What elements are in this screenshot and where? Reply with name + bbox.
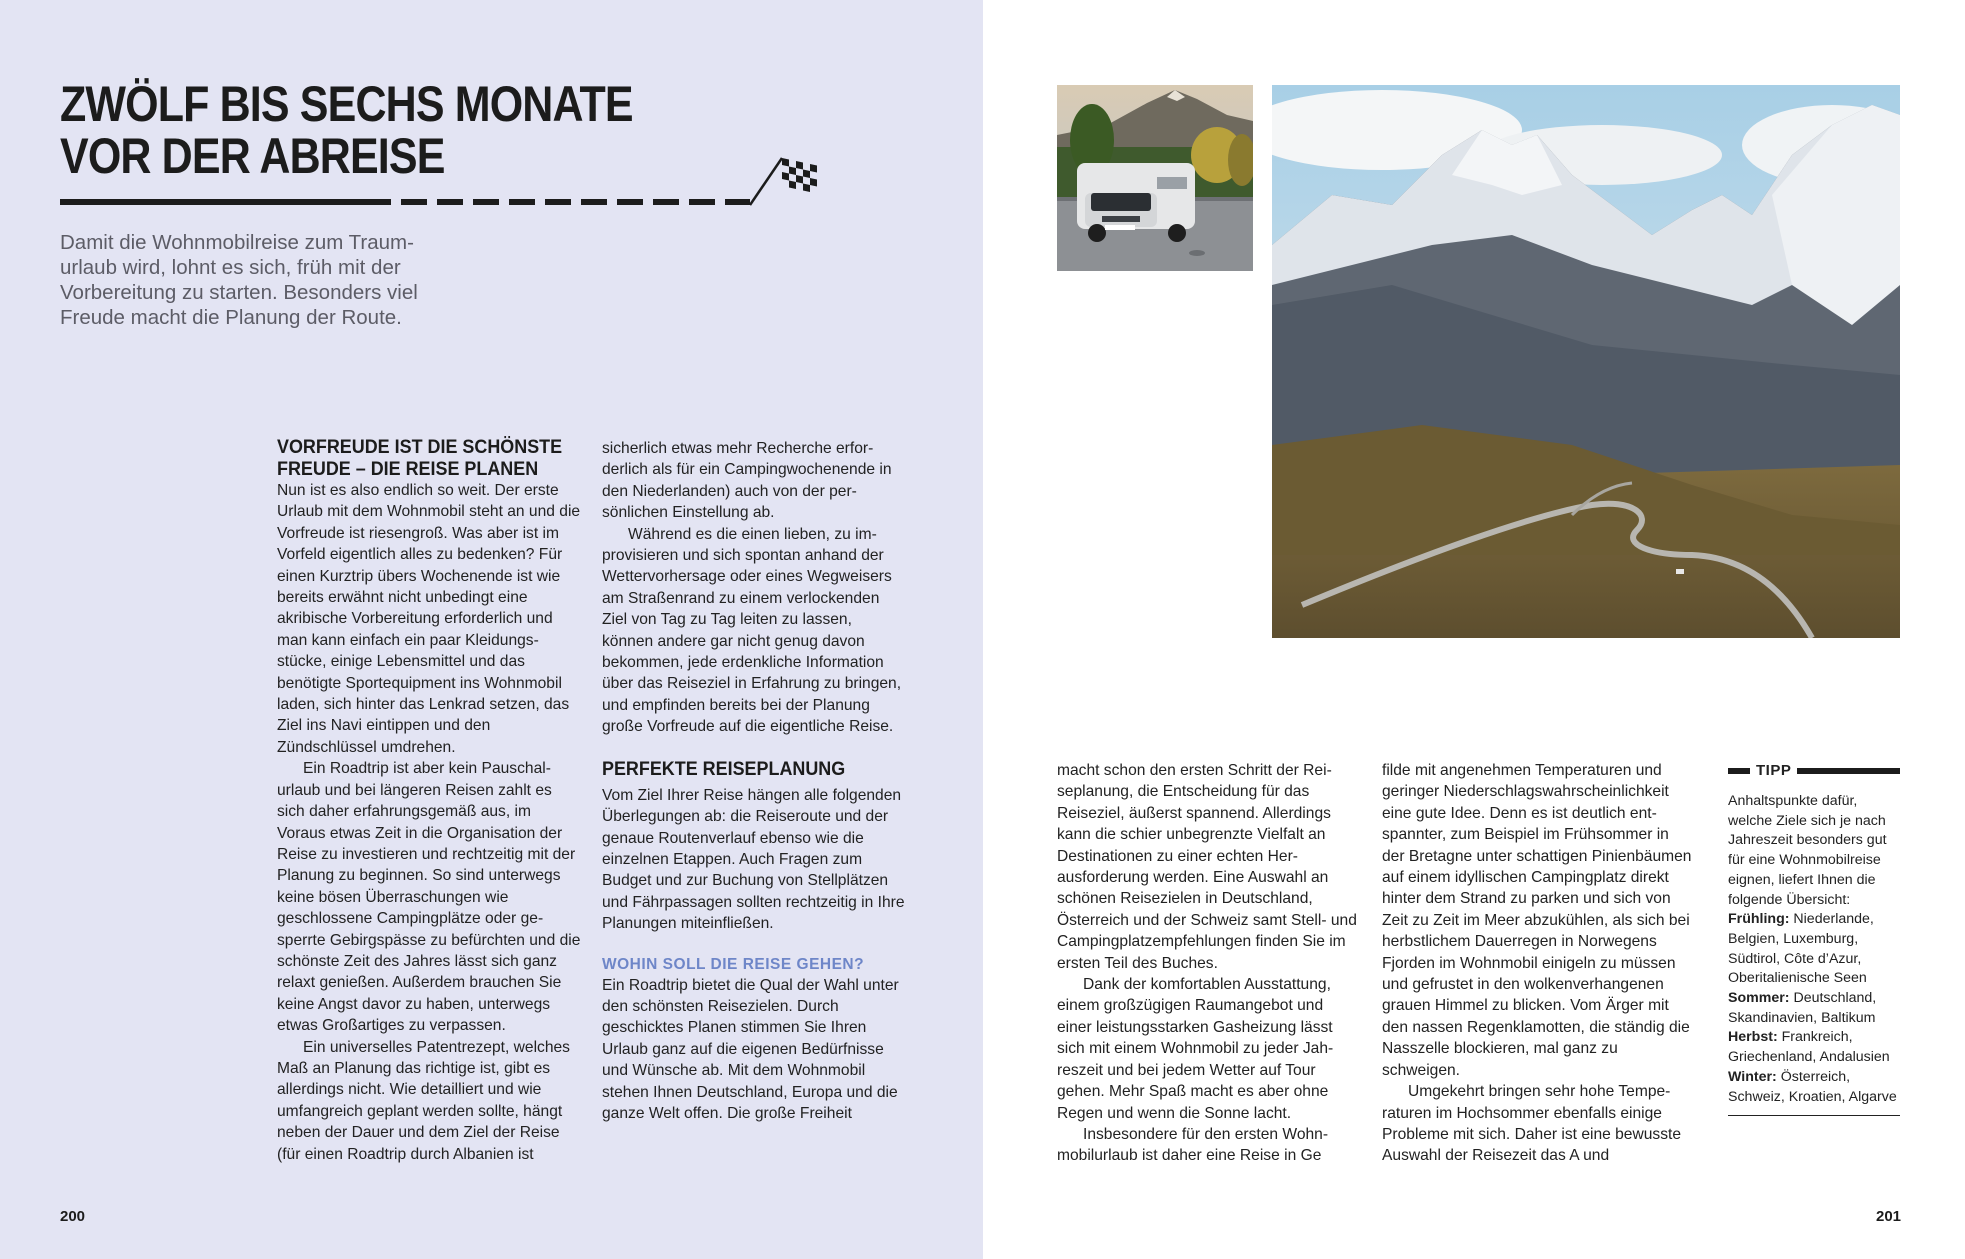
season-destinations: Frankreich, Griechenland, Andalusien	[1728, 1029, 1890, 1066]
tipp-box	[1728, 762, 1900, 1116]
season-name: Herbst:	[1728, 1029, 1778, 1046]
season-name: Winter:	[1728, 1068, 1777, 1085]
tipp-season	[1728, 1028, 1900, 1067]
text-column-2	[602, 438, 907, 1124]
paragraph: Ein Roadtrip bietet die Qual der Wahl unter den schönsten Reisezielen. Durch geschicktes Planen stimmen Sie Ihren Urlaub ganz auf die eigenen Bedürfnisse und Wünsche ab. Mit dem Wohnmobil stehen Ihnen Deutschland, Europa und die ganze Welt offen. Die große Freiheit	[602, 976, 899, 1122]
tipp-bottom-rule	[1728, 1115, 1900, 1116]
paragraph: Ein universelles Patentrezept, welches Maß an Planung das richtige ist, gibt es allerdings nicht. Wie detailliert und wie umfangreich geplant werden sollte, hängt neben der Dauer und dem Ziel der Reise (für einen Roadtrip durch Albanien ist	[277, 1038, 570, 1163]
road-rule-graphic	[60, 150, 820, 210]
heading-line: FREUDE – DIE REISE PLANEN	[277, 458, 539, 480]
paragraph: Umgekehrt bringen sehr hohe Temperaturen im Hochsommer ebenfalls einige Probleme mit sich. Daher ist eine bewusste Auswahl der Reisezeit das A und	[1382, 1083, 1682, 1165]
solid-road-line	[60, 199, 365, 205]
paragraph: filde mit angenehmen Temperaturen und geringer Niederschlagswahrscheinlichkeit eine gute Idee. Denn es ist deutlich entspannter, zum Beispiel im Frühsommer in der Bretagne unter schattigen Pinienbäumen auf einem idyllischen Campingplatz direkt hinter dem Strand zu parken und sich von Zeit zu Zeit im Meer abzukühlen, als sich bei herbstlichem Dauerregen in Norwegens Fjorden im Wohnmobil einigeln zu müssen und gefrustet in den wolkenverhangenen grauen Himmel zu blicken. Vom Ärger mit den nassen Regenklamotten, die ständig die Nasszelle blockieren, mal ganz zu schweigen.	[1382, 762, 1692, 1079]
motorhome-photo	[1057, 85, 1253, 271]
tipp-season	[1728, 989, 1900, 1028]
tipp-bar-left	[1728, 768, 1750, 774]
heading-line: VORFREUDE IST DIE SCHÖNSTE	[277, 436, 563, 458]
paragraph: Vom Ziel Ihrer Reise hängen alle folgenden Überlegungen ab: die Reiseroute und der genaue Routenverlauf ebenso wie die einzelnen Etappen. Auch Fragen zum Budget und zur Buchung von Stellplätzen und Fährpassagen sollten rechtzeitig in Ihre Planungen miteinfließen.	[602, 786, 905, 933]
season-destinations: Niederlande, Belgien, Luxemburg, Südtirol, Côte d’Azur, Oberitalienische Seen	[1728, 911, 1874, 987]
paragraph: Insbesondere für den ersten Wohnmobilurlaub ist daher eine Reise in Ge	[1057, 1125, 1329, 1165]
tipp-intro: Anhaltspunkte dafür, welche Ziele sich je nach Jahreszeit besonders gut für eine Wohnmobilreise eignen, liefert Ihnen die folgende Übersicht:	[1728, 793, 1887, 908]
subheading-wohin: WOHIN SOLL DIE REISE GEHEN?	[602, 955, 865, 973]
text-column-3	[1057, 760, 1362, 1167]
page-number-right: 201	[1876, 1208, 1902, 1225]
flag-pole	[750, 158, 782, 205]
season-destinations: Deutschland, Skandinavien, Baltikum	[1728, 990, 1877, 1026]
season-name: Sommer:	[1728, 990, 1790, 1007]
page-number-left: 200	[60, 1208, 86, 1225]
tipp-header	[1728, 762, 1900, 780]
text-column-1	[277, 436, 582, 1165]
paragraph: macht schon den ersten Schritt der Reiseplanung, die Entscheidung für das Reiseziel, äußerst spannend. Allerdings kann die schier unbegrenzte Vielfalt an Destinationen zu einer echten Herausforderung werden. Eine Auswahl an schönen Reisezielen in Deutschland, Österreich und der Schweiz samt Stell- und Campingplatzempfehlungen finden Sie im ersten Teil des Buches.	[1057, 762, 1357, 972]
tipp-season	[1728, 1068, 1900, 1107]
intro-text: Damit die Wohnmobilreise zum Traumurlaub wird, lohnt es sich, früh mit der Vorbereitung zu starten. Besonders viel Freude macht die Planung der Route.	[60, 231, 418, 329]
season-destinations: Österreich, Schweiz, Kroatien, Algarve	[1728, 1068, 1897, 1105]
paragraph: sicherlich etwas mehr Recherche erforderlich als für ein Campingwochenende in den Niederlanden) auch von der persönlichen Einstellung ab.	[602, 440, 892, 522]
checkered-flag-icon	[782, 158, 817, 193]
season-name: Frühling:	[1728, 911, 1790, 928]
text-column-4	[1382, 760, 1692, 1167]
chapter-title-line-1: ZWÖLF BIS SECHS MONATE	[60, 76, 633, 132]
paragraph: Ein Roadtrip ist aber kein Pauschalurlaub und bei längeren Reisen zahlt es sich daher erfahrungsgemäß aus, im Voraus etwas Zeit in die Organisation der Reise zu investieren und rechtzeitig mit der Planung zu beginnen. So sind unterwegs keine bösen Überraschungen wie geschlossene Campingplätze oder gesperrte Gebirgspässe zu befürchten und die schönste Zeit des Jahres lässt sich ganz relaxt genießen. Außerdem brauchen Sie keine Angst davor zu haben, unterwegs etwas Großartiges zu verpassen.	[277, 760, 581, 1035]
tipp-label: TIPP	[1756, 762, 1792, 780]
tipp-season	[1728, 910, 1900, 989]
chapter-title-line-2: VOR DER ABREISE	[60, 128, 445, 184]
paragraph: Während es die einen lieben, zu improvisieren und sich spontan anhand der Wettervorhersage oder eines Wegweisers am Straßenrand zu einem verlockenden Ziel von Tag zu Tag leiten zu lassen, können andere gar nicht genug davon bekommen, jede erdenkliche Information über das Reiseziel in Erfahrung zu bringen, und empfinden bereits bei der Planung große Vorfreude auf die eigentliche Reise.	[602, 525, 902, 736]
mountain-landscape-photo	[1272, 85, 1900, 638]
paragraph: Nun ist es also endlich so weit. Der erste Urlaub mit dem Wohnmobil steht an und die Vorfreude ist riesengroß. Was aber ist im Vorfeld eigentlich alles zu bedenken? Für einen Kurztrip übers Wochenende ist wie bereits erwähnt nicht unbedingt eine akribische Vorbereitung erforderlich und man kann einfach ein paar Kleidungsstücke, einige Lebensmittel und das benötigte Sportequipment ins Wohnmobil laden, sich hinter das Lenkrad setzen, das Ziel ins Navi eintippen und den Zündschlüssel umdrehen.	[277, 482, 581, 756]
section-heading-reiseplanung: PERFEKTE REISEPLANUNG	[602, 757, 846, 780]
paragraph: Dank der komfortablen Ausstattung, einem großzügigen Raumangebot und einer leistungsstarken Gasheizung lässt sich mit einem Wohnmobil zu jeder Jahreszeit und bei jedem Wetter auf Tour gehen. Mehr Spaß macht es aber ohne Regen und wenn die Sonne lacht.	[1057, 976, 1334, 1122]
section-heading-vorfreude	[277, 436, 563, 480]
tipp-bar-right	[1797, 768, 1900, 774]
